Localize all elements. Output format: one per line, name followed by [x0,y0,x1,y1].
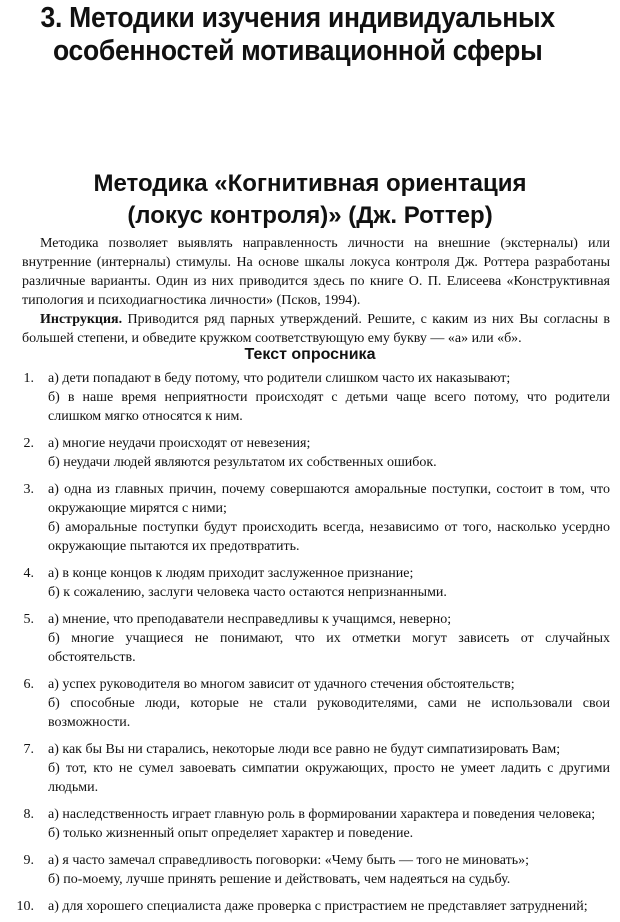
questionnaire-title: Текст опросника [244,346,376,363]
question-number: 4. [23,566,34,581]
question-item [0,480,620,556]
option-a: а) многие неудачи происходят от невезения; [48,436,311,451]
chapter-title-line-2: особенностей мотивационной сферы [52,35,543,67]
question-number: 2. [23,436,34,451]
question-item [0,369,620,426]
option-b: б) тот, кто не сумел завоевать симпатии окружающих, просто не умеет ладить с другими людьми. [48,761,610,795]
question-item [0,610,620,667]
option-b: б) многие учащиеся не понимают, что их отметки могут зависеть от случайных обстоятельств. [48,631,610,665]
method-title-line-2: (локус контроля)» (Дж. Роттер) [127,202,493,229]
chapter-title [28,2,567,68]
option-a: а) успех руководителя во многом зависит от удачного стечения обстоятельств; [48,677,515,692]
option-a: а) одна из главных причин, почему совершаются аморальные поступки, состоит в том, что окружающие мирятся с ними; [48,482,610,516]
chapter-title-line-1: 3. Методики изучения индивидуальных [40,2,555,34]
option-a: а) для хорошего специалиста даже проверка с пристрастием не представляет затруднений; [48,899,588,914]
question-number: 5. [23,612,34,627]
option-a: а) я часто замечал справедливость поговорки: «Чему быть — того не миновать»; [48,853,530,868]
question-item [0,675,620,732]
option-a: а) как бы Вы ни старались, некоторые люди все равно не будут симпатизировать Вам; [48,742,561,757]
instruction-label: Инструкция. [40,312,123,327]
option-b: б) только жизненный опыт определяет характер и поведение. [48,826,414,841]
intro-paragraph: Методика позволяет выявлять направленность личности на внешние (экстерналы) или внутренние (интерналы) стимулы. На основе шкалы локуса контроля Дж. Роттера разработаны различные варианты. Один из них приводится здесь по книге О. П. Елисеева «Конструктивная типология и психодиагностика личности» (Псков, 1994). [22,236,610,308]
question-item [0,805,620,843]
question-number: 8. [23,807,34,822]
question-item [0,434,620,472]
option-b: б) способные люди, которые не стали руководителями, сами не использовали свои возможности. [48,696,610,730]
question-number: 1. [23,371,34,386]
question-item [0,851,620,889]
option-a: а) дети попадают в беду потому, что родители слишком часто их наказывают; [48,371,511,386]
question-number: 10. [16,899,34,914]
question-item [0,740,620,797]
option-b: б) к сожалению, заслуги человека часто остаются непризнанными. [48,585,447,600]
option-a: а) в конце концов к людям приходит заслуженное признание; [48,566,414,581]
method-title-line-1: Методика «Когнитивная ориентация [93,170,527,197]
option-a: а) мнение, что преподаватели несправедливы к учащимся, неверно; [48,612,452,627]
question-number: 3. [23,482,34,497]
question-number: 7. [23,742,34,757]
question-item [0,564,620,602]
instruction-paragraph [22,310,610,348]
questionnaire-list [0,369,620,922]
question-number: 6. [23,677,34,692]
option-a: а) наследственность играет главную роль в формировании характера и поведения человека; [48,807,596,822]
option-b: б) в наше время неприятности происходят с детьми чаще всего потому, что родители слишком мягко относятся к ним. [48,390,610,424]
method-description [22,234,610,348]
question-item [0,897,620,916]
option-b: б) по-моему, лучше принять решение и действовать, чем надеяться на судьбу. [48,872,511,887]
instruction-text: Приводится ряд парных утверждений. Решите, с каким из них Вы согласны в большей степени, и обведите кружком соответствующую ему букву — «а» или «б». [22,312,610,346]
question-number: 9. [23,853,34,868]
method-title [20,168,600,232]
option-b: б) неудачи людей являются результатом их собственных ошибок. [48,455,437,470]
option-b: б) аморальные поступки будут происходить всегда, независимо от того, насколько усердно окружающие пытаются их предотвратить. [48,520,610,554]
